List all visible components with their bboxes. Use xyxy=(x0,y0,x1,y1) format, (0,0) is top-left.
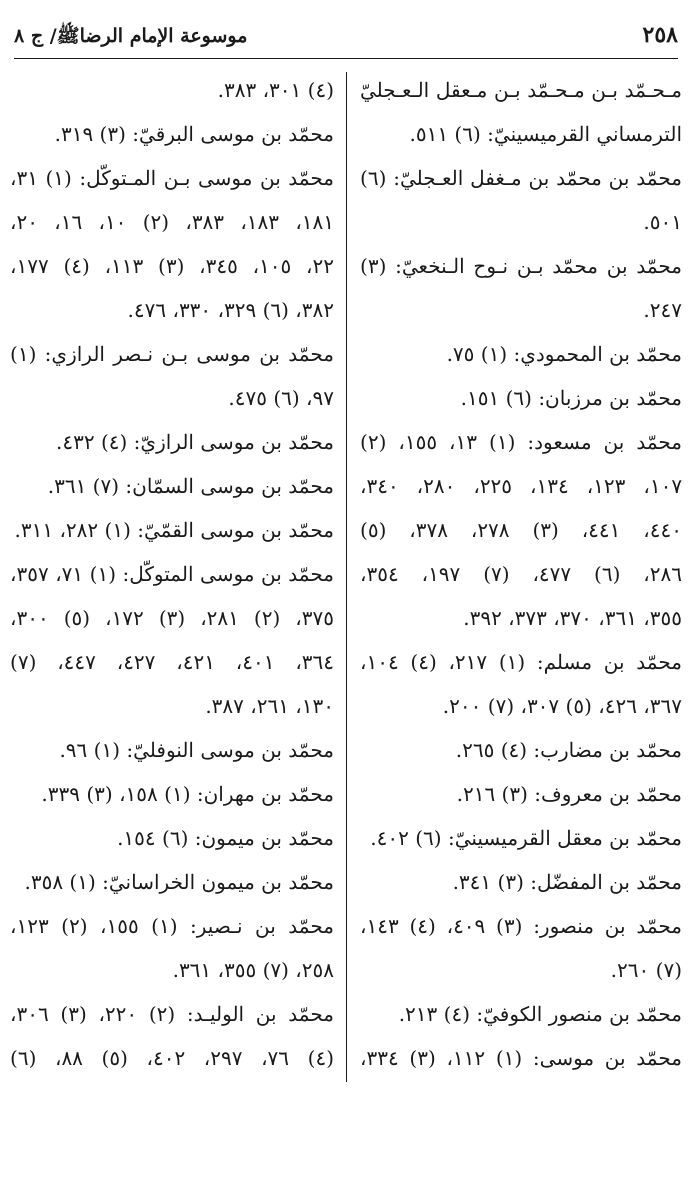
index-entry-line: محمّد بن معقل القرميسينيّ: (٦) ٤٠٢. xyxy=(370,826,682,850)
index-entry-line: محمّد بن ميمون الخراسانيّ: (١) ٣٥٨. xyxy=(24,870,334,894)
index-entry-line: محمّد بن مسعود: (١) ١٣، ١٥٥، (٢) xyxy=(360,430,682,454)
index-entry-line: (٧) ٢٦٠. xyxy=(610,958,682,982)
column-divider xyxy=(346,72,347,1082)
index-entry-line: محمّد بن موسى البرقيّ: (٣) ٣١٩. xyxy=(54,122,334,146)
index-entry-line: ٩٧، (٦) ٤٧٥. xyxy=(228,386,334,410)
index-entry-line: ٥٠١. xyxy=(643,210,682,234)
index-entry-line: محمّد بن محمّد بـن نـوح الـنخعيّ: (٣) xyxy=(360,254,682,278)
index-entry-line: محمّد بن محمّد بن مـغفل العـجليّ: (٦) xyxy=(360,166,682,190)
index-entry-line: محمّد بن موسى بـن نـصر الرازي: (١) xyxy=(10,342,334,366)
index-entry-line: ١٠٧، ١٢٣، ١٣٤، ٢٢٥، ٢٨٠، ٣٤٠، xyxy=(360,474,682,498)
index-entry-line: ١٨١، ١٨٣، ٣٨٣، (٢) ١٠، ١٦، ٢٠، xyxy=(10,210,334,234)
page-number: ٢٥٨ xyxy=(642,22,678,48)
index-entry-line: ٢٢، ١٠٥، ٣٤٥، (٣) ١١٣، (٤) ١٧٧، xyxy=(10,254,334,278)
index-column-right xyxy=(360,68,682,1080)
index-entry-line: مـحـمّد بـن مـحـمّد بـن مـعقل الـعـجليّ xyxy=(360,78,682,102)
index-entry-line: الترمساني القرميسينيّ: (٦) ٥١١. xyxy=(409,122,682,146)
index-entry-line: محمّد بن مضارب: (٤) ٢٦٥. xyxy=(455,738,682,762)
index-entry-line: محمّد بن موسى: (١) ١١٢، (٣) ٣٣٤، xyxy=(360,1046,682,1070)
index-entry-line: ٣٥٥، ٣٦١، ٣٧٠، ٣٧٣، ٣٩٢. xyxy=(463,606,682,630)
index-entry-line: محمّد بن المفضّل: (٣) ٣٤١. xyxy=(452,870,682,894)
index-entry-line: محمّد بن موسى بـن المـتوكّل: (١) ٣١، xyxy=(10,166,334,190)
index-entry-line: ٣٦٤، ٤٠١، ٤٢١، ٤٢٧، ٤٤٧، (٧) xyxy=(10,650,334,674)
index-entry-line: محمّد بن ميمون: (٦) ١٥٤. xyxy=(117,826,334,850)
index-entry-line: محمّد بن موسى القمّيّ: (١) ٢٨٢، ٣١١. xyxy=(14,518,334,542)
index-entry-line: ٤٤٠، ٤٤١، (٣) ٢٧٨، ٣٧٨، (٥) xyxy=(360,518,682,542)
index-entry-line: ١٣٠، ٢٦١، ٣٨٧. xyxy=(205,694,334,718)
index-entry-line: محمّد بن موسى المتوكّل: (١) ٧١، ٣٥٧، xyxy=(10,562,334,586)
index-entry-line: ٢٤٧. xyxy=(643,298,682,322)
index-entry-line: ٣٨٢، (٦) ٣٢٩، ٣٣٠، ٤٧٦. xyxy=(127,298,334,322)
index-entry-line: محمّد بن مسلم: (١) ٢١٧، (٤) ١٠٤، xyxy=(360,650,682,674)
index-entry-line: محمّد بن موسى الرازيّ: (٤) ٤٣٢. xyxy=(56,430,334,454)
index-entry-line: محمّد بن موسى النوفليّ: (١) ٩٦. xyxy=(59,738,334,762)
index-entry-line: محمّد بن نـصير: (١) ١٥٥، (٢) ١٢٣، xyxy=(10,914,334,938)
index-entry-line: محمّد بن معروف: (٣) ٢١٦. xyxy=(456,782,682,806)
header-rule xyxy=(14,58,678,59)
index-entry-line: ٣٧٥، (٢) ٢٨١، (٣) ١٧٢، (٥) ٣٠٠، xyxy=(10,606,334,630)
page-header xyxy=(14,16,678,56)
index-entry-line: محمّد بن منصور الكوفيّ: (٤) ٢١٣. xyxy=(398,1002,682,1026)
index-entry-line: محمّد بن مهران: (١) ١٥٨، (٣) ٣٣٩. xyxy=(41,782,334,806)
index-entry-line: ٢٨٦، (٦) ٤٧٧، (٧) ١٩٧، ٣٥٤، xyxy=(360,562,682,586)
index-entry-line: ٢٥٨، (٧) ٣٥٥، ٣٦١. xyxy=(172,958,334,982)
index-entry-line: محمّد بن منصور: (٣) ٤٠٩، (٤) ١٤٣، xyxy=(360,914,682,938)
index-entry-line: محمّد بن موسى السمّان: (٧) ٣٦١. xyxy=(47,474,334,498)
index-entry-line: ٣٦٧، ٤٢٦، (٥) ٣٠٧، (٧) ٢٠٠. xyxy=(442,694,682,718)
index-column-left xyxy=(10,68,334,1080)
index-entry-line: (٤) ٧٦، ٢٩٧، ٤٠٢، (٥) ٨٨، (٦) xyxy=(10,1046,334,1070)
running-title: موسوعة الإمام الرضاﷺ/ ج ٨ xyxy=(14,25,248,47)
index-entry-line: محمّد بن مرزبان: (٦) ١٥١. xyxy=(460,386,682,410)
index-entry-line: (٤) ٣٠١، ٣٨٣. xyxy=(217,78,334,102)
index-entry-line: محمّد بن المحمودي: (١) ٧٥. xyxy=(446,342,682,366)
index-entry-line: محمّد بن الوليـد: (٢) ٢٢٠، (٣) ٣٠٦، xyxy=(10,1002,334,1026)
